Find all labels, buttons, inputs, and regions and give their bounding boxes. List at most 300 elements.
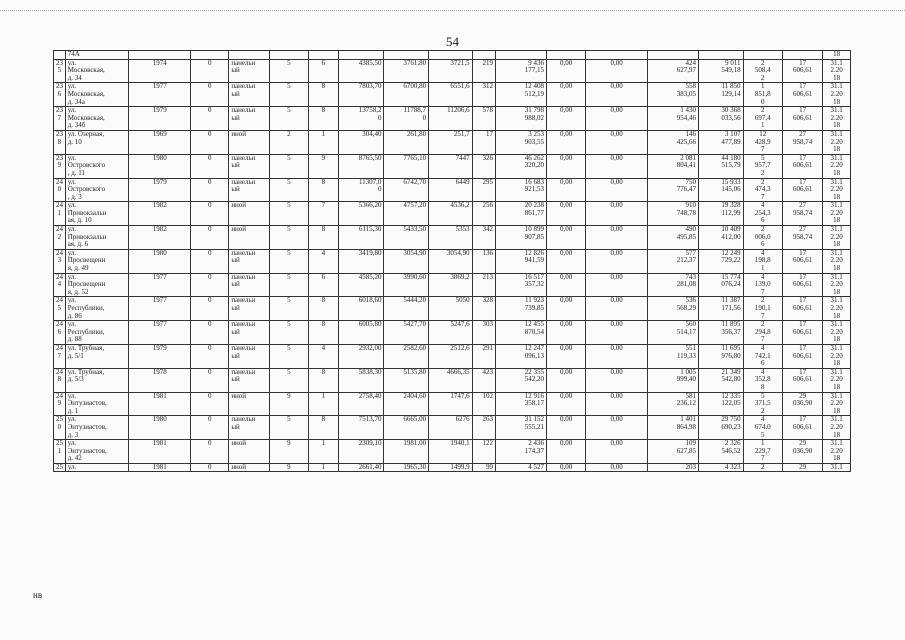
table-cell: 31.1 2.20 18 xyxy=(823,440,851,464)
table-row xyxy=(54,83,851,107)
table-cell: 23 6 xyxy=(54,83,66,107)
table-cell: 0,00 xyxy=(586,202,648,226)
table-cell: 2404,60 xyxy=(384,392,429,416)
table-cell: 3721,5 xyxy=(429,59,473,83)
table-cell: 12 916 358,17 xyxy=(496,392,547,416)
table-cell: 6018,60 xyxy=(338,297,384,321)
table-cell: 17 606,61 xyxy=(782,83,822,107)
table-cell: 25 0 xyxy=(54,416,66,440)
table-cell: 24 7 xyxy=(54,344,66,368)
table-cell: 5427,70 xyxy=(384,321,429,345)
table-cell xyxy=(269,51,308,60)
table-cell: 6 xyxy=(309,59,339,83)
scan-artifact-line xyxy=(0,0,905,11)
table-cell: 2512,6 xyxy=(429,344,473,368)
table-cell: 5 xyxy=(269,154,308,178)
table-cell: 5 xyxy=(269,344,308,368)
table-cell: 12 428,9 7 xyxy=(743,130,782,154)
table-cell: 102 xyxy=(472,392,495,416)
table-cell: 0,00 xyxy=(586,59,648,83)
table-cell: 2 190,1 7 xyxy=(743,297,782,321)
table-cell: 0,00 xyxy=(586,83,648,107)
table-cell: 9 xyxy=(269,392,308,416)
table-cell: 8 xyxy=(309,368,339,392)
table-cell: 1982 xyxy=(129,226,191,250)
table-cell: 0 xyxy=(191,202,229,226)
table-cell: 0,00 xyxy=(547,178,586,202)
table-cell: 4536,2 xyxy=(429,202,473,226)
table-cell: 31.1 2.20 18 xyxy=(823,344,851,368)
table-cell xyxy=(338,51,384,60)
table-cell: панельн ый xyxy=(229,249,269,273)
table-cell: ул. Энтузиастов, д. 1 xyxy=(65,392,129,416)
table-cell: 31.1 2.20 18 xyxy=(823,59,851,83)
table-cell: 5838,30 xyxy=(338,368,384,392)
table-cell: 2 081 804,41 xyxy=(647,154,698,178)
table-cell: 0,00 xyxy=(586,249,648,273)
table-cell: 17 606,61 xyxy=(782,178,822,202)
table-cell: 74А xyxy=(65,51,129,60)
table-cell: 6 xyxy=(309,273,339,297)
table-cell: 9 xyxy=(269,440,308,464)
table-cell: 0,00 xyxy=(547,249,586,273)
table-row xyxy=(54,368,851,392)
table-cell: иной xyxy=(229,440,269,464)
table-cell: 0,00 xyxy=(586,178,648,202)
table-cell: 17 606,61 xyxy=(782,297,822,321)
table-cell: иной xyxy=(229,226,269,250)
table-cell: 0,00 xyxy=(547,368,586,392)
table-cell: 99 xyxy=(472,463,495,472)
table-cell: 7513,70 xyxy=(338,416,384,440)
table-cell: 15 774 076,24 xyxy=(698,273,743,297)
table-cell: 424 627,97 xyxy=(647,59,698,83)
table-cell: 3990,60 xyxy=(384,273,429,297)
table-row xyxy=(54,130,851,154)
table-cell: 342 xyxy=(472,226,495,250)
table-row xyxy=(54,297,851,321)
table-cell: 17 xyxy=(472,130,495,154)
table-cell: 11 895 356,37 xyxy=(698,321,743,345)
table-cell: 31.1 2.20 18 xyxy=(823,130,851,154)
table-cell: 31.1 2.20 18 xyxy=(823,273,851,297)
table-cell: 5 xyxy=(269,178,308,202)
table-cell: 0,00 xyxy=(547,416,586,440)
table-cell: 295 xyxy=(472,178,495,202)
table-cell: 2582,60 xyxy=(384,344,429,368)
table-cell: 24 1 xyxy=(54,202,66,226)
table-cell: 0 xyxy=(191,130,229,154)
table-cell: 17 606,61 xyxy=(782,344,822,368)
table-cell: 1981 xyxy=(129,463,191,472)
table-cell: 0,00 xyxy=(586,440,648,464)
table-cell: 31.1 2.20 18 xyxy=(823,154,851,178)
table-cell: 0 xyxy=(191,226,229,250)
table-cell: 4 742,1 6 xyxy=(743,344,782,368)
table-cell: 8 xyxy=(309,321,339,345)
housing-registry-table xyxy=(53,50,851,472)
table-cell: 5433,50 xyxy=(384,226,429,250)
table-cell: 326 xyxy=(472,154,495,178)
table-cell: 3054,90 xyxy=(384,249,429,273)
table-cell: панельн ый xyxy=(229,178,269,202)
table-cell: 18 xyxy=(823,51,851,60)
table-cell: 8 xyxy=(309,416,339,440)
table-cell: 122 xyxy=(472,440,495,464)
table-cell: 7447 xyxy=(429,154,473,178)
table-cell: 5444,20 xyxy=(384,297,429,321)
table-cell: 0,00 xyxy=(586,297,648,321)
table-cell: 4 254,3 6 xyxy=(743,202,782,226)
table-cell: 8765,50 xyxy=(338,154,384,178)
table-cell: 1980 xyxy=(129,154,191,178)
table-cell: 7 xyxy=(309,202,339,226)
table-cell: 577 212,37 xyxy=(647,249,698,273)
table-cell: 27 958,74 xyxy=(782,202,822,226)
table-cell: 1 xyxy=(309,130,339,154)
table-cell: 8 xyxy=(309,107,339,131)
table-cell: 0,00 xyxy=(586,368,648,392)
table-cell: 291 xyxy=(472,344,495,368)
table-cell: 1979 xyxy=(129,107,191,131)
table-cell: 0,00 xyxy=(586,226,648,250)
table-cell: 10 899 907,85 xyxy=(496,226,547,250)
table-cell: 29 xyxy=(782,463,822,472)
table-cell: 0 xyxy=(191,249,229,273)
table-cell: 0 xyxy=(191,344,229,368)
table-cell: 1 xyxy=(309,440,339,464)
table-row xyxy=(54,392,851,416)
table-cell: 0,00 xyxy=(547,273,586,297)
table-cell: 5247,6 xyxy=(429,321,473,345)
table-row xyxy=(54,249,851,273)
table-cell: 213 xyxy=(472,273,495,297)
table-cell: ул. Трубная, д. 5/1 xyxy=(65,344,129,368)
table-cell: 12 335 122,05 xyxy=(698,392,743,416)
table-cell: 4 674,0 5 xyxy=(743,416,782,440)
table-cell: 6551,6 xyxy=(429,83,473,107)
table-cell: 0,00 xyxy=(547,130,586,154)
table-cell: 11 695 976,80 xyxy=(698,344,743,368)
table-cell: 24 8 xyxy=(54,368,66,392)
table-cell xyxy=(309,51,339,60)
table-cell: ул. Энтузиастов, д. 42 xyxy=(65,440,129,464)
table-cell: 13758,2 0 xyxy=(338,107,384,131)
table-cell: 0 xyxy=(191,273,229,297)
table-cell: 25 1 xyxy=(54,440,66,464)
table-cell: 5353 xyxy=(429,226,473,250)
table-cell: 22 355 542,20 xyxy=(496,368,547,392)
table-cell: панельн ый xyxy=(229,297,269,321)
table-row xyxy=(54,178,851,202)
table-cell: 750 776,47 xyxy=(647,178,698,202)
table-cell: 5 xyxy=(269,297,308,321)
table-cell: 23 9 xyxy=(54,154,66,178)
table-cell: 24 9 xyxy=(54,392,66,416)
table-row xyxy=(54,107,851,131)
table-cell xyxy=(191,51,229,60)
table-cell: 0,00 xyxy=(547,83,586,107)
table-cell: 0 xyxy=(191,392,229,416)
table-cell: 146 425,66 xyxy=(647,130,698,154)
table-cell: 11 850 129,14 xyxy=(698,83,743,107)
table-cell: 20 238 861,77 xyxy=(496,202,547,226)
table-cell: 2 508,4 2 xyxy=(743,59,782,83)
table-row xyxy=(54,154,851,178)
table-cell: ул. Просвещени я, д. 49 xyxy=(65,249,129,273)
table-cell: 24 3 xyxy=(54,249,66,273)
table-cell: 251,7 xyxy=(429,130,473,154)
table-cell: 0,00 xyxy=(547,154,586,178)
table-cell: 1981 xyxy=(129,440,191,464)
table-cell: 0,00 xyxy=(586,107,648,131)
page-number: 54 xyxy=(446,34,459,49)
table-cell: 0,00 xyxy=(547,344,586,368)
table-cell: 1 430 954,46 xyxy=(647,107,698,131)
table-cell: 9 xyxy=(269,463,308,472)
table-cell: 8 xyxy=(309,178,339,202)
table-cell: 1 005 999,40 xyxy=(647,368,698,392)
table-cell: 24 4 xyxy=(54,273,66,297)
table-cell: 0,00 xyxy=(586,463,648,472)
table-cell: 2758,40 xyxy=(338,392,384,416)
table-cell: 558 383,05 xyxy=(647,83,698,107)
table-cell: 0 xyxy=(191,321,229,345)
table-cell: 9 436 177,15 xyxy=(496,59,547,83)
table-cell: 0 xyxy=(191,368,229,392)
table-cell: 4 139,0 7 xyxy=(743,273,782,297)
table-cell: 5366,20 xyxy=(338,202,384,226)
table-cell: 1 xyxy=(309,463,339,472)
table-cell: 3054,90 xyxy=(429,249,473,273)
table-cell: 5 xyxy=(269,59,308,83)
table-row xyxy=(54,51,851,60)
table-cell: 31.1 2.20 18 xyxy=(823,107,851,131)
table-cell: 1965,30 xyxy=(384,463,429,472)
footer-mark: нв xyxy=(33,590,43,600)
table-cell: ул. xyxy=(65,463,129,472)
table-cell: 5 xyxy=(269,202,308,226)
table-cell: 1977 xyxy=(129,83,191,107)
table-cell: 6449 xyxy=(429,178,473,202)
table-cell: 0 xyxy=(191,178,229,202)
table-row xyxy=(54,226,851,250)
table-cell: 1981,00 xyxy=(384,440,429,464)
table-cell: 1980 xyxy=(129,416,191,440)
table-cell: 31.1 2.20 18 xyxy=(823,321,851,345)
table-cell: 4385,50 xyxy=(338,59,384,83)
table-cell: 31.1 2.20 18 xyxy=(823,297,851,321)
table-cell: ул. Московская, д. 34б xyxy=(65,107,129,131)
table-cell xyxy=(229,51,269,60)
table-cell: 29 750 690,23 xyxy=(698,416,743,440)
table-cell: 31.1 2.20 18 xyxy=(823,416,851,440)
table-cell: 24 5 xyxy=(54,297,66,321)
table-cell: 3 253 903,55 xyxy=(496,130,547,154)
table-cell: иной xyxy=(229,130,269,154)
table-cell: панельн ый xyxy=(229,154,269,178)
table-cell: ул. Озерная, д. 10 xyxy=(65,130,129,154)
table-cell: 578 xyxy=(472,107,495,131)
table-cell: 31.1 2.20 18 xyxy=(823,392,851,416)
table-cell: 4666,35 xyxy=(429,368,473,392)
table-cell: 15 933 145,06 xyxy=(698,178,743,202)
table-cell: 1969 xyxy=(129,130,191,154)
table-cell: 3419,80 xyxy=(338,249,384,273)
table-cell: 11 387 171,56 xyxy=(698,297,743,321)
table-cell: 0,00 xyxy=(547,297,586,321)
table-cell: 1978 xyxy=(129,368,191,392)
table-cell: 31.1 2.20 18 xyxy=(823,368,851,392)
table-cell: 490 495,85 xyxy=(647,226,698,250)
table-cell: 24 6 xyxy=(54,321,66,345)
table-cell: 11307,0 0 xyxy=(338,178,384,202)
table-cell: 5 957,7 2 xyxy=(743,154,782,178)
table-cell: 5135,80 xyxy=(384,368,429,392)
table-cell: 5 xyxy=(269,273,308,297)
table-cell: 304,40 xyxy=(338,130,384,154)
table-cell xyxy=(472,51,495,60)
table-cell: 312 xyxy=(472,83,495,107)
table-cell: 0,00 xyxy=(547,59,586,83)
table-cell: 8 xyxy=(309,297,339,321)
table-cell: 30 368 033,56 xyxy=(698,107,743,131)
table-cell: 1979 xyxy=(129,178,191,202)
table-cell: ул. Островского , д. 11 xyxy=(65,154,129,178)
table-cell: 3761,80 xyxy=(384,59,429,83)
table-cell: 16 683 921,53 xyxy=(496,178,547,202)
table-cell: 10 409 412,00 xyxy=(698,226,743,250)
table-cell: панельн ый xyxy=(229,273,269,297)
table-cell: 1980 xyxy=(129,249,191,273)
table-cell xyxy=(698,51,743,60)
table-cell: 24 0 xyxy=(54,178,66,202)
table-cell: 0,00 xyxy=(547,107,586,131)
table-row xyxy=(54,273,851,297)
table-cell: 1974 xyxy=(129,59,191,83)
table-cell: 6700,80 xyxy=(384,83,429,107)
table-cell: панельн ый xyxy=(229,59,269,83)
table-cell: 4757,20 xyxy=(384,202,429,226)
table-cell: 17 606,61 xyxy=(782,59,822,83)
table-cell: 136 xyxy=(472,249,495,273)
table-cell: 1499,9 xyxy=(429,463,473,472)
table-cell: 11788,7 0 xyxy=(384,107,429,131)
table-cell: 4585,20 xyxy=(338,273,384,297)
table-cell: 4 xyxy=(309,344,339,368)
table-cell: 6665,00 xyxy=(384,416,429,440)
table-cell: 1977 xyxy=(129,297,191,321)
table-cell: ул. Островского , д. 3 xyxy=(65,178,129,202)
table-cell: 0,00 xyxy=(586,416,648,440)
table-cell: 23 8 xyxy=(54,130,66,154)
table-cell: 219 xyxy=(472,59,495,83)
table-cell: 1 851,8 0 xyxy=(743,83,782,107)
table-cell: 261,80 xyxy=(384,130,429,154)
table-cell: 31 798 988,02 xyxy=(496,107,547,131)
table-cell: 0,00 xyxy=(547,202,586,226)
table-cell: 4 352,8 8 xyxy=(743,368,782,392)
table-cell: 1979 xyxy=(129,344,191,368)
table-cell: панельн ый xyxy=(229,416,269,440)
table-row xyxy=(54,440,851,464)
table-cell: 7803,70 xyxy=(338,83,384,107)
table-cell: 581 236,12 xyxy=(647,392,698,416)
table-cell: 5 xyxy=(269,321,308,345)
table-cell: 5 xyxy=(269,107,308,131)
table-cell: 3 107 477,89 xyxy=(698,130,743,154)
table-cell xyxy=(782,51,822,60)
table-cell: 2 436 174,37 xyxy=(496,440,547,464)
table-cell: 24 2 xyxy=(54,226,66,250)
table-cell xyxy=(429,51,473,60)
table-cell: 19 328 112,99 xyxy=(698,202,743,226)
table-cell xyxy=(547,51,586,60)
table-cell: ул. Московская, д. 34 xyxy=(65,59,129,83)
table-cell: иной xyxy=(229,202,269,226)
table-cell: ул. Республики, д. 88 xyxy=(65,321,129,345)
table-cell: панельн ый xyxy=(229,83,269,107)
table-cell xyxy=(647,51,698,60)
table-cell: 6115,30 xyxy=(338,226,384,250)
table-cell: 2 697,4 1 xyxy=(743,107,782,131)
table-cell: 29 036,90 xyxy=(782,392,822,416)
table-cell: 4 323 xyxy=(698,463,743,472)
table-cell: 0,00 xyxy=(586,392,648,416)
table-cell: 743 281,08 xyxy=(647,273,698,297)
table-cell: 1747,6 xyxy=(429,392,473,416)
table-cell: 12 249 729,22 xyxy=(698,249,743,273)
table-cell: 31.1 2.20 18 xyxy=(823,83,851,107)
table-cell: 0 xyxy=(191,297,229,321)
table-cell: 6742,70 xyxy=(384,178,429,202)
table-cell: 203 xyxy=(647,463,698,472)
table-cell: 560 514,17 xyxy=(647,321,698,345)
table-cell: 23 5 xyxy=(54,59,66,83)
table-cell: 4 198,8 1 xyxy=(743,249,782,273)
table-cell xyxy=(129,51,191,60)
table-cell: 44 180 515,79 xyxy=(698,154,743,178)
table-cell: 12 247 096,13 xyxy=(496,344,547,368)
table-cell: 423 xyxy=(472,368,495,392)
table-row xyxy=(54,463,851,472)
table-cell: 1940,1 xyxy=(429,440,473,464)
table-cell: 2309,10 xyxy=(338,440,384,464)
table-cell: 2 474,3 7 xyxy=(743,178,782,202)
table-cell: ул. Просвещени я, д. 52 xyxy=(65,273,129,297)
table-cell: 5050 xyxy=(429,297,473,321)
table-cell: 0 xyxy=(191,83,229,107)
table-cell: 0 xyxy=(191,463,229,472)
table-cell: 263 xyxy=(472,416,495,440)
table-cell: ул. Трубная, д. 5/3 xyxy=(65,368,129,392)
table-cell: 0 xyxy=(191,440,229,464)
table-cell: 0,00 xyxy=(547,392,586,416)
table-cell: ул. Привокзальн ая, д. 6 xyxy=(65,226,129,250)
table-cell: 9 011 549,18 xyxy=(698,59,743,83)
table-cell: 0,00 xyxy=(586,273,648,297)
table-cell: 6276 xyxy=(429,416,473,440)
table-cell: 25 xyxy=(54,463,66,472)
table-cell: 5 xyxy=(269,249,308,273)
table-cell: ул. Энтузиастов, д. 3 xyxy=(65,416,129,440)
table-cell: 2 xyxy=(269,130,308,154)
table-row xyxy=(54,416,851,440)
table-cell: 5 xyxy=(269,368,308,392)
table-cell: 2 326 546,52 xyxy=(698,440,743,464)
table-cell: 1 xyxy=(309,392,339,416)
table-cell: иной xyxy=(229,392,269,416)
